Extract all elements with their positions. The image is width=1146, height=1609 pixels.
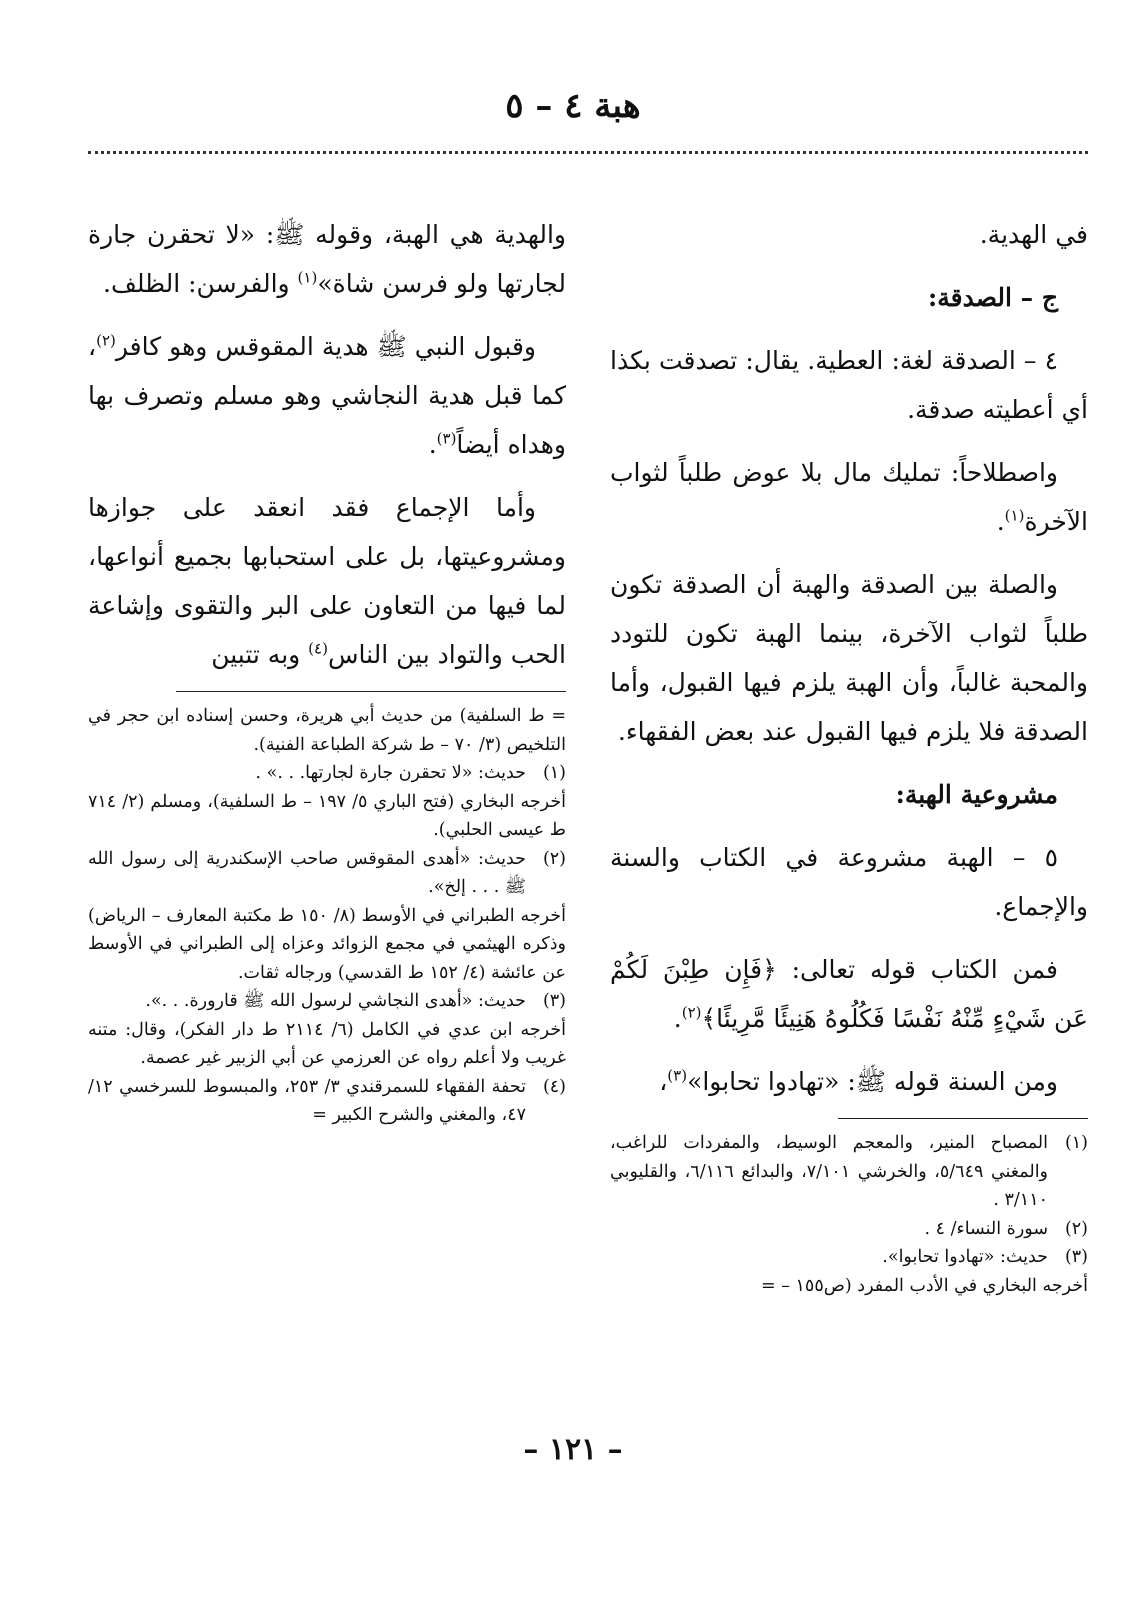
- footnote-number: (٢): [1064, 1218, 1088, 1239]
- page-header-title: هبة ٤ – ٥: [505, 86, 641, 126]
- footnote-number: (١): [1064, 1133, 1088, 1153]
- footnote-ref: (٢): [96, 331, 116, 350]
- footnote-3: [610, 1243, 1088, 1272]
- paragraph-hadith-jara: [88, 210, 566, 308]
- footnote-2-source: أخرجه الطبراني في الأوسط (٨/ ١٥٠ ط مكتبة المعارف – الرياض) وذكره الهيثمي في مجمع الزوائد وعزاه إلى الطبراني في الأوسط عن عائشة (٤/ ١٥٢ ط القدسي) ورجاله ثقات.: [88, 905, 566, 983]
- page-number: – ١٢١ –: [523, 1432, 623, 1467]
- paragraph-end: ،: [659, 1067, 668, 1096]
- footnote-text: حديث: «أهدى النجاشي لرسول الله ﷺ قارورة. . .».: [145, 991, 526, 1011]
- footnote-rule: [176, 691, 566, 692]
- paragraph-end: والفرسن: الظلف.: [103, 269, 298, 298]
- paragraph-hadiya-end: في الهدية.: [979, 220, 1088, 249]
- footnote-ref: (١): [297, 268, 318, 287]
- paragraph-relation: والصلة بين الصدقة والهبة أن الصدقة تكون طلباً لثواب الآخرة، بينما الهبة تكون للتودد والمحبة غالباً، وأن الهبة يلزم فيها القبول، وأما الصدقة فلا يلزم فيها القبول عند بعض الفقهاء.: [610, 570, 1088, 746]
- paragraph-end: وبه تتبين: [211, 640, 309, 669]
- paragraph-text: وقبول النبي ﷺ هدية المقوقس وهو كافر: [115, 332, 536, 361]
- footnote-3: [88, 987, 566, 1016]
- paragraph-end: .: [428, 430, 437, 459]
- paragraph-text: ومن السنة قوله ﷺ: «تهادوا تحابوا»: [687, 1067, 1058, 1096]
- footnote-ref: (٣): [667, 1066, 688, 1085]
- paragraph-end: .: [996, 507, 1005, 536]
- footnote-number: (٣): [542, 991, 566, 1011]
- footnote-ref: (٤): [308, 639, 328, 658]
- footnote-text: المصباح المنير، والمعجم الوسيط، والمفردات للراغب، والمغني ٥/٦٤٩، والخرشي ٧/١٠١، والبدائع ٦/١١٦، والقليوبي ٣/١١٠ .: [610, 1133, 1049, 1210]
- paragraph-text: والهدية هي الهبة، وقوله ﷺ: «لا تحقرن جارة لجارتها ولو فرسن شاة»: [88, 220, 566, 298]
- paragraph-text: فمن الكتاب قوله تعالى: ﴿فَإِن طِبْنَ لَكُمْ عَن شَيْءٍ مِّنْهُ نَفْسًا فَكُلُوهُ هَنِيئًا مَّرِيئًا﴾: [610, 955, 1088, 1033]
- heading-legitimacy: مشروعية الهبة:: [895, 780, 1058, 809]
- footnote-rule: [838, 1118, 1088, 1119]
- footnote-text: حديث: «لا تحقرن جارة لجارتها. . .» .: [255, 763, 526, 783]
- paragraph-muqawqis: [88, 322, 566, 469]
- right-column: [610, 210, 1088, 1300]
- footnote-number: (٤): [542, 1076, 566, 1097]
- header-dotted-rule: [88, 151, 1088, 154]
- footnote-ref: (١): [1004, 506, 1025, 525]
- footnote-1: [88, 759, 566, 788]
- footnote-continuation: = ط السلفية) من حديث أبي هريرة، وحسن إسناده ابن حجر في التلخيص (٣/ ٧٠ – ط شركة الطباعة الفنية).: [88, 706, 566, 755]
- footnote-1: [610, 1129, 1088, 1215]
- footnote-number: (٢): [542, 848, 566, 869]
- paragraph-sadaqa-language: ٤ – الصدقة لغة: العطية. يقال: تصدقت بكذا أي أعطيته صدقة.: [610, 346, 1088, 424]
- paragraph-text: وأما الإجماع فقد انعقد على جوازها ومشروعيتها، بل على استحبابها بجميع أنواعها، لما فيها من التعاون على البر والتقوى وإشاعة الحب والتواد بين الناس: [88, 493, 566, 669]
- paragraph-sunnah: [610, 1057, 1088, 1106]
- paragraph-text: ، كما قبل هدية النجاشي وهو مسلم وتصرف بها وهداه أيضاً: [88, 332, 566, 459]
- footnote-3-continuation: أخرجه البخاري في الأدب المفرد (ص١٥٥ – =: [760, 1275, 1088, 1296]
- paragraph-ijma: [88, 483, 566, 679]
- paragraph-end: .: [673, 1004, 682, 1033]
- footnote-number: (٣): [1064, 1247, 1088, 1267]
- paragraph-text: واصطلاحاً: تمليك مال بلا عوض طلباً لثواب الآخرة: [610, 458, 1088, 536]
- footnote-4: [88, 1073, 566, 1130]
- left-column: [88, 210, 566, 1130]
- footnote-1-source: أخرجه البخاري (فتح الباري ٥/ ١٩٧ – ط السلفية)، ومسلم (٢/ ٧١٤ ط عيسى الحلبي).: [88, 791, 566, 840]
- footnote-number: (١): [542, 763, 566, 783]
- footnote-3-source: أخرجه ابن عدي في الكامل (٦/ ٢١١٤ ط دار الفكر)، وقال: متنه غريب ولا أعلم رواه عن العرزمي عن أبي الزبير غير عصمة.: [88, 1019, 566, 1068]
- footnote-text: تحفة الفقهاء للسمرقندي ٣/ ٢٥٣، والمبسوط للسرخسي ١٢/ ٤٧، والمغني والشرح الكبير =: [88, 1076, 527, 1125]
- footnote-ref: (٢): [681, 1003, 702, 1022]
- heading-sadaqa: ج – الصدقة:: [928, 283, 1058, 312]
- footnote-ref: (٣): [436, 429, 457, 448]
- paragraph-quran: [610, 945, 1088, 1043]
- footnote-2: [610, 1215, 1088, 1244]
- footnote-text: حديث: «أهدى المقوقس صاحب الإسكندرية إلى رسول الله ﷺ . . . إلخ».: [88, 848, 526, 897]
- footnote-2: [88, 845, 566, 902]
- footnote-text: حديث: «تهادوا تحابوا».: [882, 1247, 1048, 1267]
- footnote-text: سورة النساء/ ٤ .: [924, 1218, 1048, 1239]
- paragraph-sadaqa-term: [610, 448, 1088, 546]
- paragraph-legitimacy: ٥ – الهبة مشروعة في الكتاب والسنة والإجماع.: [610, 843, 1088, 921]
